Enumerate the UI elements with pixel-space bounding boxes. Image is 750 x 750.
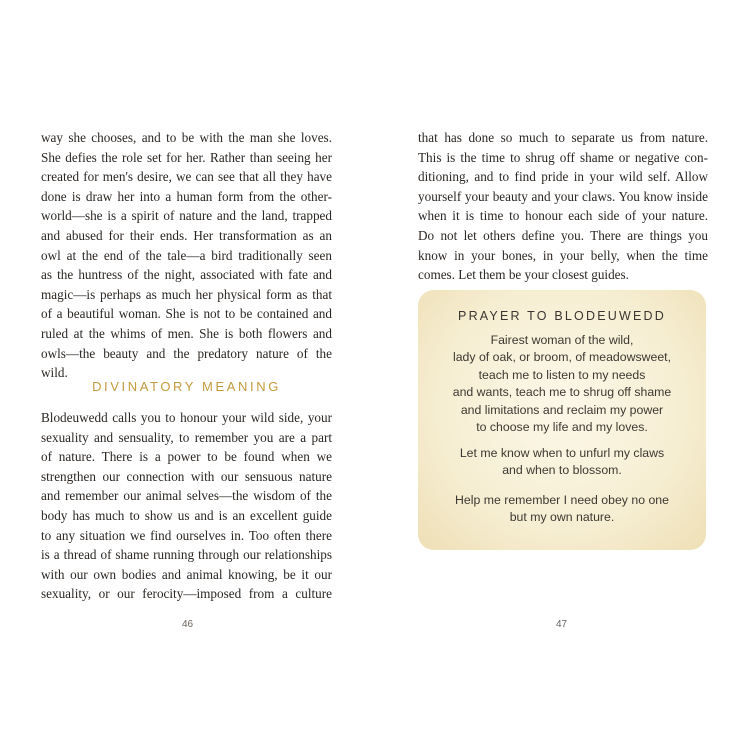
prayer-stanza-3 — [418, 492, 706, 527]
text-line: world—she is a spirit of nature and the land, trapped — [41, 208, 332, 224]
prayer-line: teach me to listen to my needs — [478, 367, 646, 382]
text-line: of a beautiful woman. She is not to be contained and — [41, 306, 332, 322]
prayer-line: Help me remember I need obey no one — [455, 493, 669, 507]
text-line: with our own bodies and animal knowing, be it our — [41, 566, 332, 582]
text-line: Do not let others define you. There are things you — [418, 227, 708, 243]
text-line: This is the time to shrug off shame or negative con- — [418, 149, 708, 165]
left-paragraph-2 — [41, 408, 332, 604]
prayer-box — [418, 290, 706, 550]
text-line: to any situation we find ourselves in. Too often there — [41, 527, 332, 543]
text-line: know in your bones, in your belly, when the time — [418, 247, 708, 263]
left-paragraph-1 — [41, 128, 332, 383]
text-line: way she chooses, and to be with the man she loves. — [41, 130, 332, 145]
text-line: of nature. There is a power to be found when we — [41, 449, 332, 465]
text-line: that has done so much to separate us from nature. — [418, 130, 708, 145]
text-line: created for men's desire, we can see that all they have — [41, 169, 332, 185]
text-line: comes. Let them be your closest guides. — [418, 267, 629, 283]
prayer-stanza-1 — [418, 332, 706, 436]
text-line: yourself your beauty and your claws. You know inside — [418, 188, 708, 204]
prayer-title: PRAYER TO BLODEUWEDD — [458, 309, 666, 323]
prayer-line: and limitations and reclaim my power — [460, 402, 664, 417]
text-line: ditioning, and to find pride in your wild self. Allow — [418, 169, 708, 185]
text-line: body has much to show us and is an excellent guide — [41, 507, 332, 523]
text-line: strengthen our connection with our sensuous nature — [41, 468, 332, 484]
prayer-line: lady of oak, or broom, of meadowsweet, — [452, 350, 672, 365]
prayer-line: and when to blossom. — [502, 463, 622, 478]
text-line: done is draw her into a human form from the other- — [41, 188, 332, 204]
text-line: owl at the end of the tale—a bird traditionally seen — [41, 247, 332, 263]
text-line: and remember our animal selves—the wisdom of the — [41, 488, 332, 504]
text-line: and abused for their ends. Her transformation as an — [41, 227, 332, 243]
text-line: as the huntress of the night, associated with fate and — [41, 267, 332, 283]
text-line: when it is time to honour each side of your nature. — [418, 208, 708, 224]
prayer-line: but my own nature. — [509, 510, 615, 525]
text-line: owls—the beauty and the predatory nature of the — [41, 345, 332, 361]
right-paragraph-1 — [418, 128, 708, 285]
text-line: magic—is perhaps as much her physical form as that — [41, 286, 332, 302]
page-number-right: 47 — [556, 619, 568, 630]
text-line: sexuality and sensuality, to remember you are a part — [41, 429, 332, 445]
prayer-line: and wants, teach me to shrug off shame — [452, 385, 672, 400]
section-heading-divinatory-meaning: DIVINATORY MEANING — [92, 379, 281, 394]
text-line: ruled at the whims of men. She is both flowers and — [41, 325, 332, 341]
text-line: is a thread of shame running through our relationships — [41, 547, 332, 563]
page-number-left: 46 — [182, 619, 194, 630]
prayer-line: Let me know when to unfurl my claws — [459, 446, 665, 460]
prayer-stanza-2 — [418, 445, 706, 480]
prayer-line: Fairest woman of the wild, — [490, 333, 634, 347]
text-line: Blodeuwedd calls you to honour your wild side, your — [41, 410, 332, 425]
prayer-line: to choose my life and my loves. — [476, 420, 648, 435]
text-line: wild. — [41, 365, 68, 381]
text-line: She defies the role set for her. Rather than seeing her — [41, 149, 332, 165]
text-line: sexuality, or our ferocity—imposed from a culture — [41, 586, 332, 602]
